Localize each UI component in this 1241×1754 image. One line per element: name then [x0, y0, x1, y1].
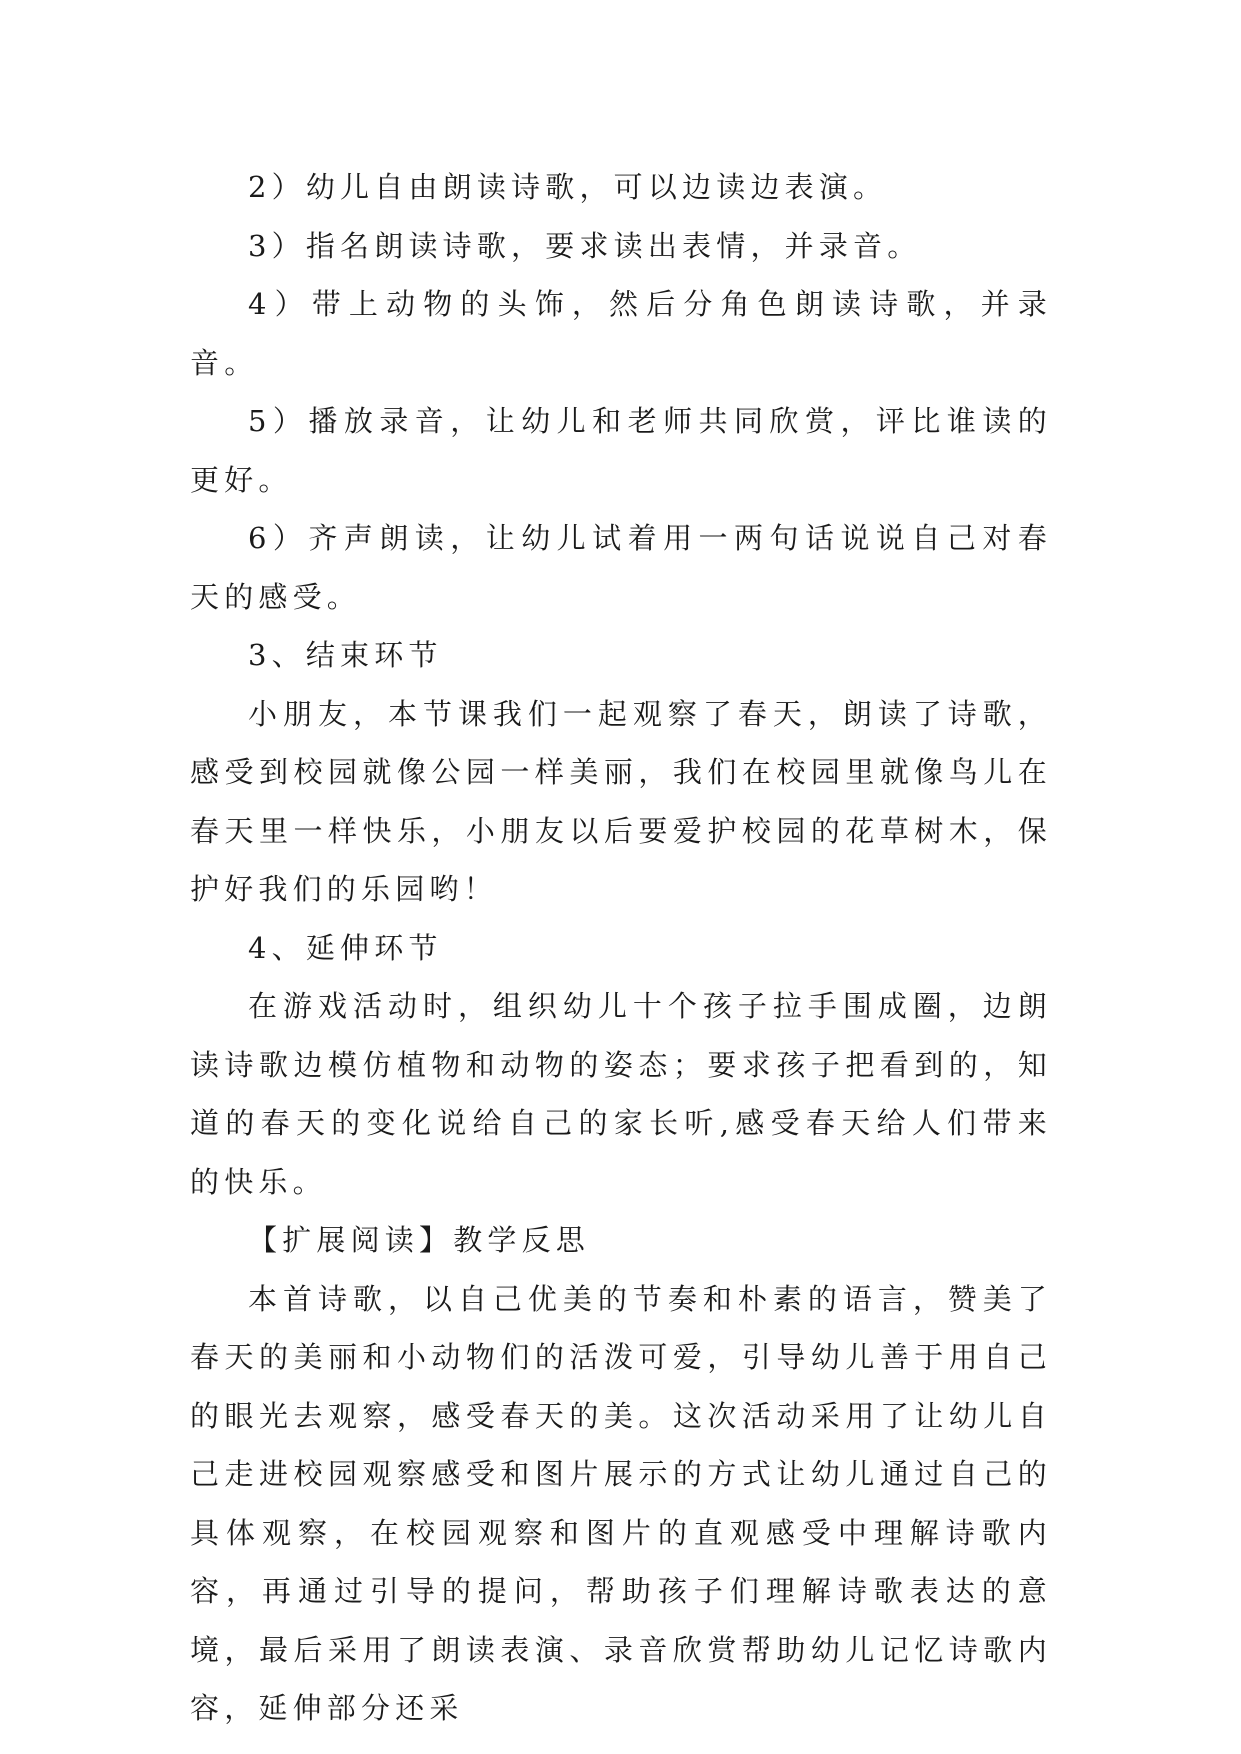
paragraph-step-6: 6）齐声朗读，让幼儿试着用一两句话说说自己对春天的感受。: [190, 521, 1052, 614]
paragraph-step-5: 5）播放录音，让幼儿和老师共同欣赏，评比谁读的更好。: [190, 404, 1052, 497]
paragraph-extension: 在游戏活动时，组织幼儿十个孩子拉手围成圈，边朗读诗歌边模仿植物和动物的姿态；要求孩子把看到的，知道的春天的变化说给自己的家长听,感受春天给人们带来的快乐。: [190, 989, 1052, 1199]
paragraph-step-4: 4）带上动物的头饰，然后分角色朗读诗歌，并录音。: [190, 287, 1052, 380]
section-heading-extension: 4、延伸环节: [248, 930, 443, 965]
document-body: [190, 158, 1052, 1738]
paragraph-step-2: 2）幼儿自由朗读诗歌，可以边读边表演。: [248, 170, 888, 204]
section-heading-reflection: 【扩展阅读】教学反思: [248, 1223, 591, 1257]
paragraph-step-3: 3）指名朗读诗歌，要求读出表情，并录音。: [248, 228, 922, 263]
paragraph-closing: 小朋友，本节课我们一起观察了春天，朗读了诗歌，感受到校园就像公园一样美丽，我们在校园里就像鸟儿在春天里一样快乐，小朋友以后要爱护校园的花草树木，保护好我们的乐园哟！: [190, 696, 1052, 906]
section-heading-closing: 3、结束环节: [248, 638, 443, 672]
paragraph-reflection: 本首诗歌，以自己优美的节奏和朴素的语言，赞美了春天的美丽和小动物们的活泼可爱，引导幼儿善于用自己的眼光去观察，感受春天的美。这次活动采用了让幼儿自己走进校园观察感受和图片展示的方式让幼儿通过自己的具体观察，在校园观察和图片的直观感受中理解诗歌内容，再通过引导的提问，帮助孩子们理解诗歌表达的意境，最后采用了朗读表演、录音欣赏帮助幼儿记忆诗歌内容，延伸部分还采: [190, 1281, 1052, 1725]
